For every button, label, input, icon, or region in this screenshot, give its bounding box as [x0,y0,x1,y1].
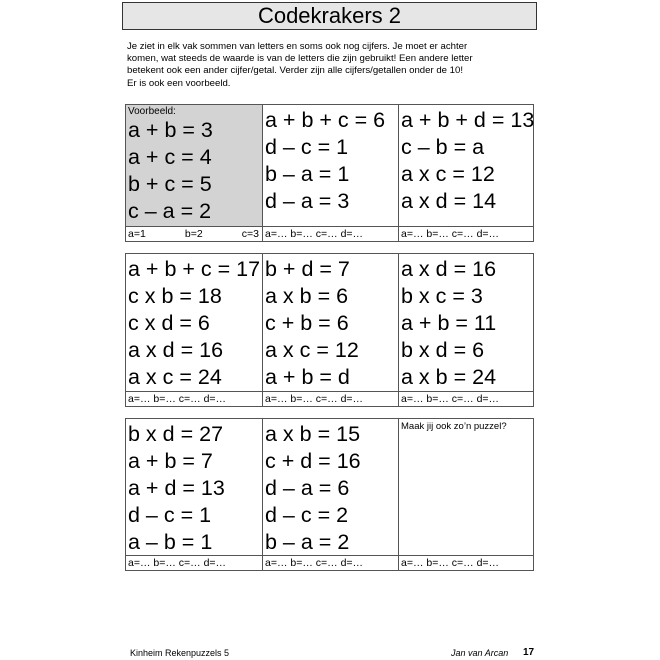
equation: b + c = 5 [128,172,212,196]
equation: a x c = 12 [265,338,359,362]
puzzle-row-3 [125,418,534,571]
equation: a x c = 12 [401,162,495,186]
equation: d – a = 6 [265,476,350,500]
equation: a + c = 4 [128,145,212,169]
equation: c – a = 2 [128,199,212,223]
equation: a + b + c = 17 [128,257,261,281]
puzzle-box [263,105,399,241]
intro-line: Er is ook een voorbeeld. [127,77,231,89]
equation: a x c = 24 [128,365,222,389]
puzzle-box [399,105,533,241]
puzzle-box [399,254,533,406]
equation: b – a = 1 [265,162,350,186]
equation: a + b = 7 [128,449,213,473]
answer-line[interactable]: a=… b=… c=… d=… [263,555,398,570]
equation: a – b = 1 [128,530,213,554]
equation: a x b = 15 [265,422,361,446]
puzzle-row-1 [125,104,534,242]
intro-line: komen, wat steeds de waarde is van de letters die zijn gebruikt! Een andere letter [127,53,473,65]
equation: a x b = 6 [265,284,349,308]
answer-b: b=2 [184,228,203,240]
equation: b + d = 7 [265,257,350,281]
equation: d – c = 1 [265,135,349,159]
equation: a + b = 11 [401,311,497,335]
equation: a + b + d = 13 [401,108,535,132]
own-puzzle-box[interactable] [399,419,533,570]
answer-line[interactable]: a=… b=… c=… d=… [263,226,398,241]
intro-line: betekent ook een ander cijfer/getal. Verder zijn alle cijfers/getallen onder de 10! [127,65,463,77]
answer-a: a=1 [128,228,146,240]
intro-line: Je ziet in elk vak sommen van letters en soms ook nog cijfers. Je moet er achter [127,41,468,52]
equation: a x d = 16 [401,257,497,281]
puzzle-box [263,419,399,570]
answer-c: c=3 [241,228,259,240]
example-answer [126,226,262,241]
intro-text [127,41,527,90]
answer-line[interactable]: a=… b=… c=… d=… [399,226,533,241]
equation: a + d = 13 [128,476,225,500]
equation: a x d = 14 [401,189,497,213]
equation: a x d = 16 [128,338,224,362]
equation: d – c = 2 [265,503,349,527]
answer-line[interactable]: a=… b=… c=… d=… [126,391,262,406]
puzzle-box [126,419,263,570]
equation: a + b = d [265,365,350,389]
footer-author: Jan van Arcan [451,648,509,658]
equation: b x d = 6 [401,338,485,362]
equation: a x b = 24 [401,365,497,389]
equation: c x b = 18 [128,284,222,308]
equation: b x d = 27 [128,422,224,446]
puzzle-row-2 [125,253,534,407]
equation: d – c = 1 [128,503,212,527]
answer-line[interactable]: a=… b=… c=… d=… [263,391,398,406]
equation: b x c = 3 [401,284,483,308]
equation: c – b = a [401,135,485,159]
puzzle-box [263,254,399,406]
page-number: 17 [523,647,535,658]
answer-line[interactable]: a=… b=… c=… d=… [399,391,533,406]
answer-line[interactable]: a=… b=… c=… d=… [399,555,533,570]
equation: c + d = 16 [265,449,361,473]
equation: a + b = 3 [128,118,213,142]
own-puzzle-prompt: Maak jij ook zo’n puzzel? [401,421,507,432]
example-puzzle [126,105,263,241]
equation: b – a = 2 [265,530,350,554]
page-title: Codekrakers 2 [122,2,537,30]
equation: a + b + c = 6 [265,108,386,132]
equation: c x d = 6 [128,311,210,335]
footer-book-title: Kinheim Rekenpuzzels 5 [130,648,230,658]
equation: d – a = 3 [265,189,350,213]
puzzle-box [126,254,263,406]
answer-line[interactable]: a=… b=… c=… d=… [126,555,262,570]
equation: c + b = 6 [265,311,349,335]
example-label: Voorbeeld: [128,106,176,117]
